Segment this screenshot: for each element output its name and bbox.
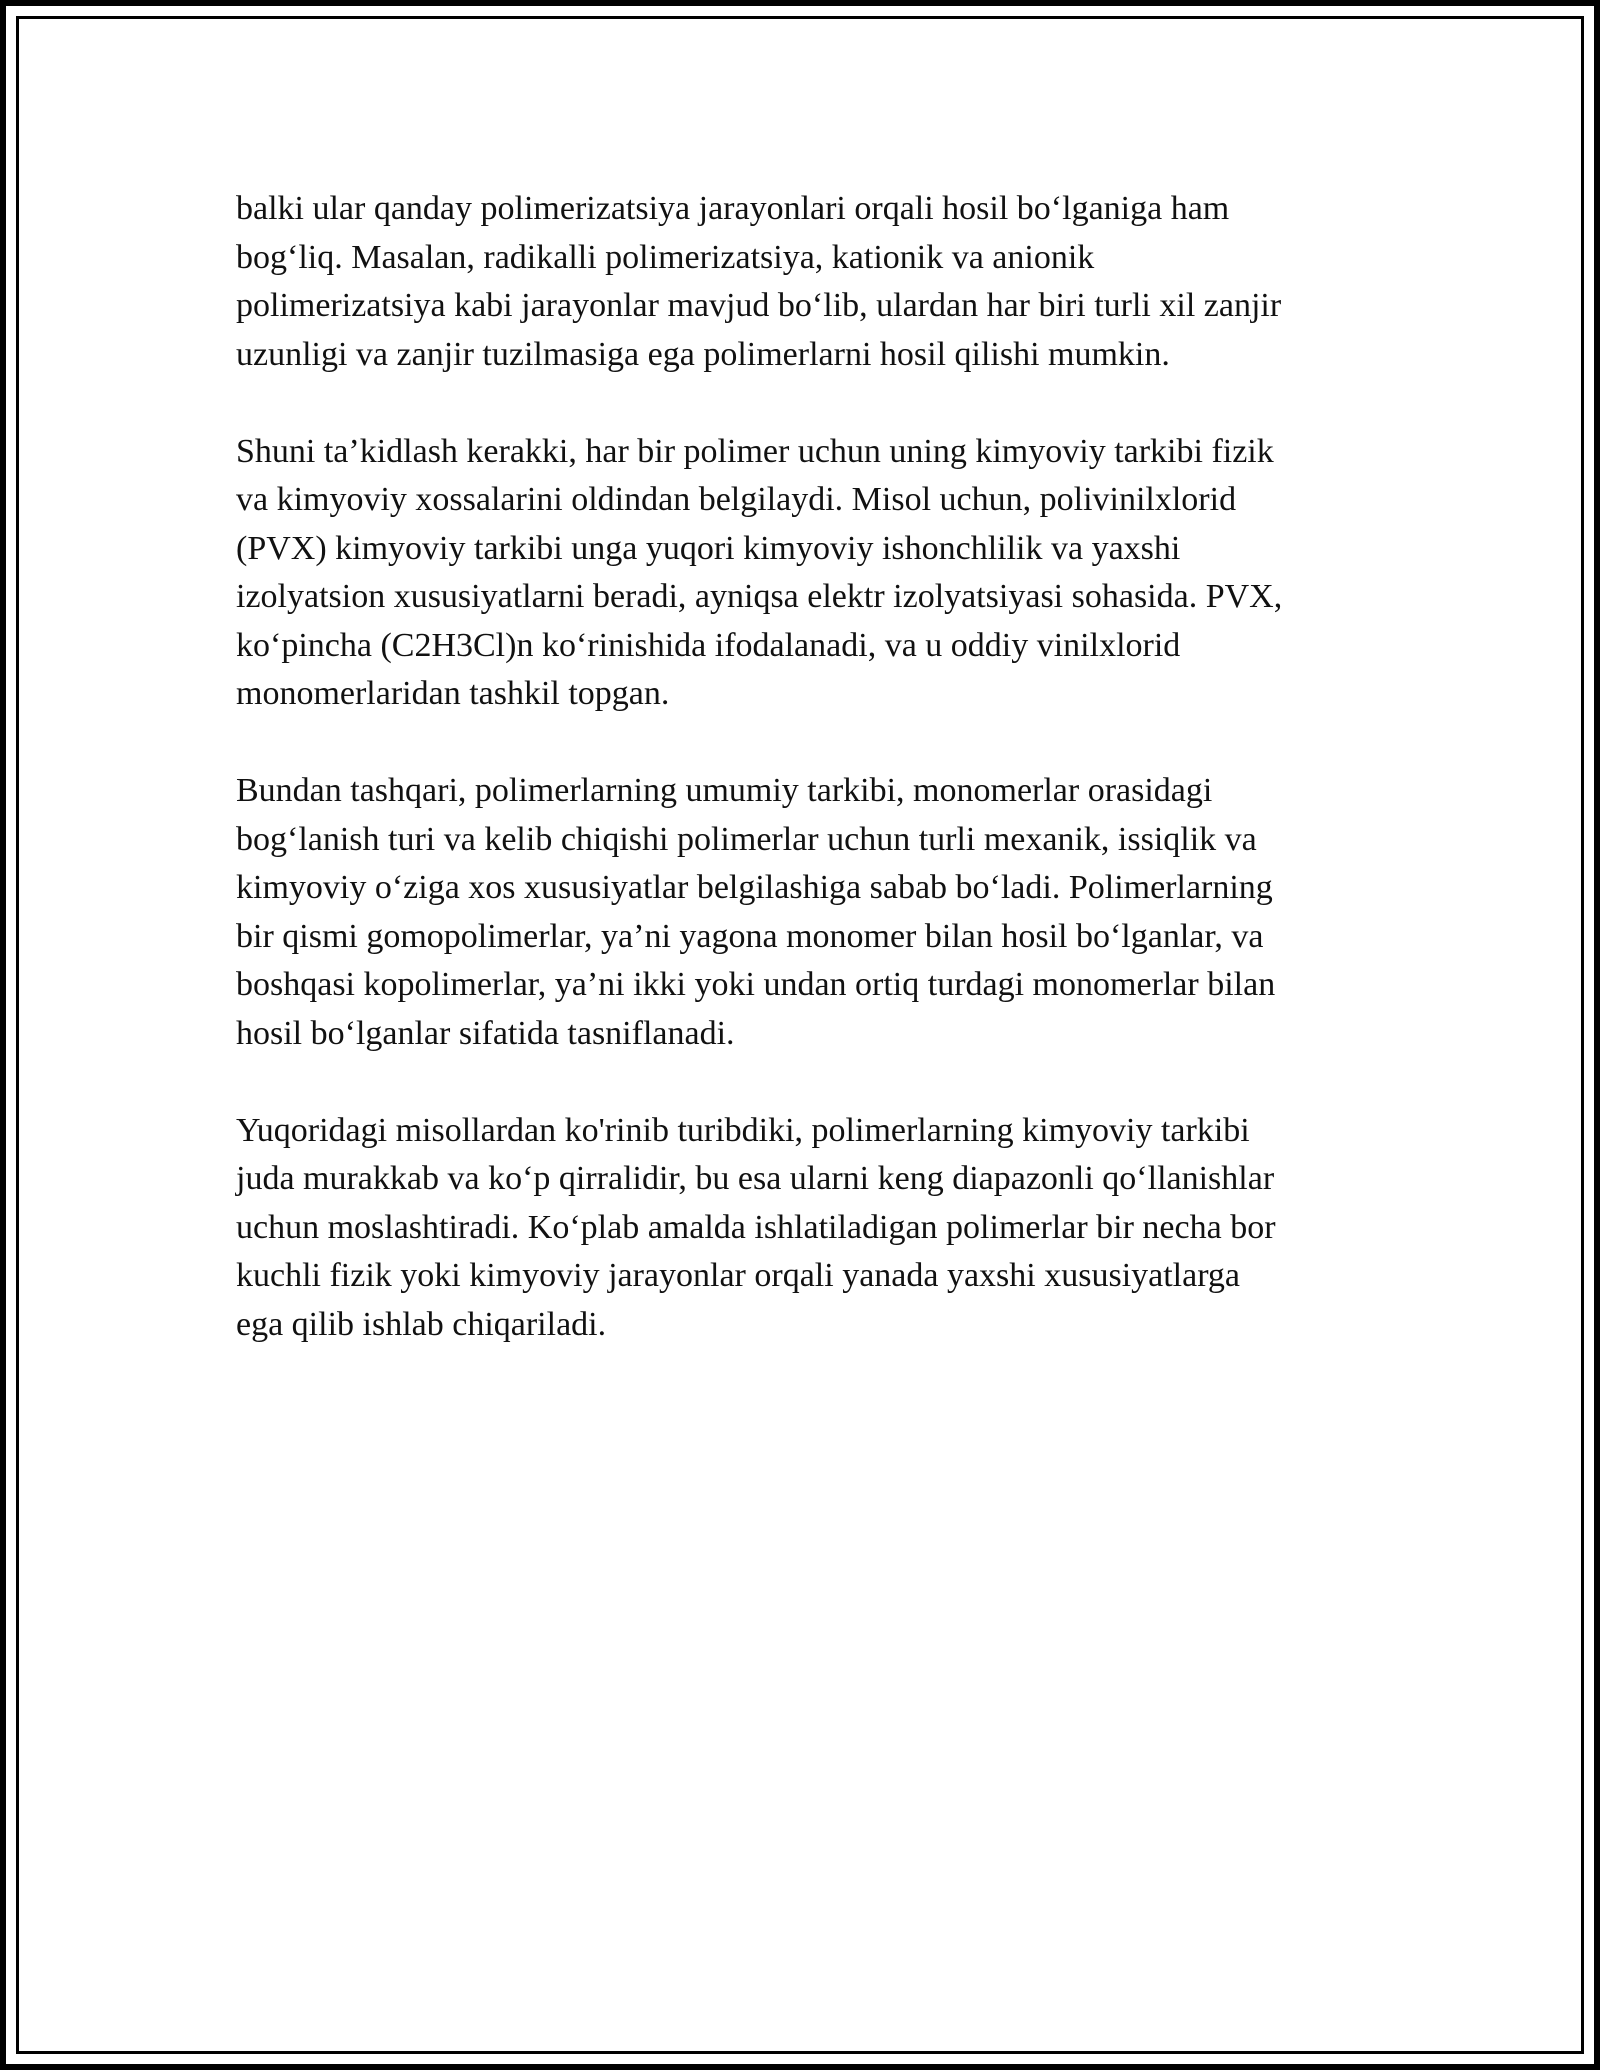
text-line: koʻpincha (C2H3Cl)n koʻrinishida ifodalanadi, va u oddiy vinilxlorid	[236, 626, 1181, 664]
paragraph-2	[236, 428, 1376, 719]
text-line: bogʻlanish turi va kelib chiqishi polimerlar uchun turli mexanik, issiqlik va	[236, 820, 1257, 858]
text-line: Yuqoridagi misollardan ko'rinib turibdiki, polimerlarning kimyoviy tarkibi	[236, 1111, 1250, 1149]
paragraph-1	[236, 185, 1376, 379]
text-line: ega qilib ishlab chiqariladi.	[236, 1305, 607, 1343]
text-line: uzunligi va zanjir tuzilmasiga ega polimerlarni hosil qilishi mumkin.	[236, 335, 1170, 373]
text-line: monomerlaridan tashkil topgan.	[236, 675, 670, 712]
text-line: bogʻliq. Masalan, radikalli polimerizatsiya, kationik va anionik	[236, 238, 1095, 276]
paragraph-4	[236, 1107, 1376, 1350]
text-line: hosil boʻlganlar sifatida tasniflanadi.	[236, 1014, 735, 1052]
text-line: polimerizatsiya kabi jarayonlar mavjud boʻlib, ulardan har biri turli xil zanjir	[236, 287, 1282, 324]
paragraph-3	[236, 767, 1376, 1058]
text-line: bir qismi gomopolimerlar, ya’ni yagona monomer bilan hosil boʻlganlar, va	[236, 917, 1264, 955]
text-line: juda murakkab va koʻp qirralidir, bu esa ularni keng diapazonli qoʻllanishlar	[236, 1160, 1275, 1197]
text-line: boshqasi kopolimerlar, ya’ni ikki yoki undan ortiq turdagi monomerlar bilan	[236, 966, 1276, 1003]
text-line: (PVX) kimyoviy tarkibi unga yuqori kimyoviy ishonchlilik va yaxshi	[236, 529, 1181, 567]
text-line: izolyatsion xususiyatlarni beradi, ayniqsa elektr izolyatsiyasi sohasida. PVX,	[236, 578, 1283, 615]
text-line: Bundan tashqari, polimerlarning umumiy tarkibi, monomerlar orasidagi	[236, 772, 1213, 809]
text-line: balki ular qanday polimerizatsiya jarayonlari orqali hosil boʻlganiga ham	[236, 190, 1230, 227]
document-body	[236, 185, 1376, 1398]
text-line: Shuni ta’kidlash kerakki, har bir polimer uchun uning kimyoviy tarkibi fizik	[236, 432, 1274, 470]
text-line: va kimyoviy xossalarini oldindan belgilaydi. Misol uchun, polivinilxlorid	[236, 481, 1237, 518]
text-line: uchun moslashtiradi. Koʻplab amalda ishlatiladigan polimerlar bir necha bor	[236, 1208, 1276, 1246]
text-line: kimyoviy oʻziga xos xususiyatlar belgilashiga sabab boʻladi. Polimerlarning	[236, 869, 1273, 906]
text-line: kuchli fizik yoki kimyoviy jarayonlar orqali yanada yaxshi xususiyatlarga	[236, 1257, 1241, 1294]
